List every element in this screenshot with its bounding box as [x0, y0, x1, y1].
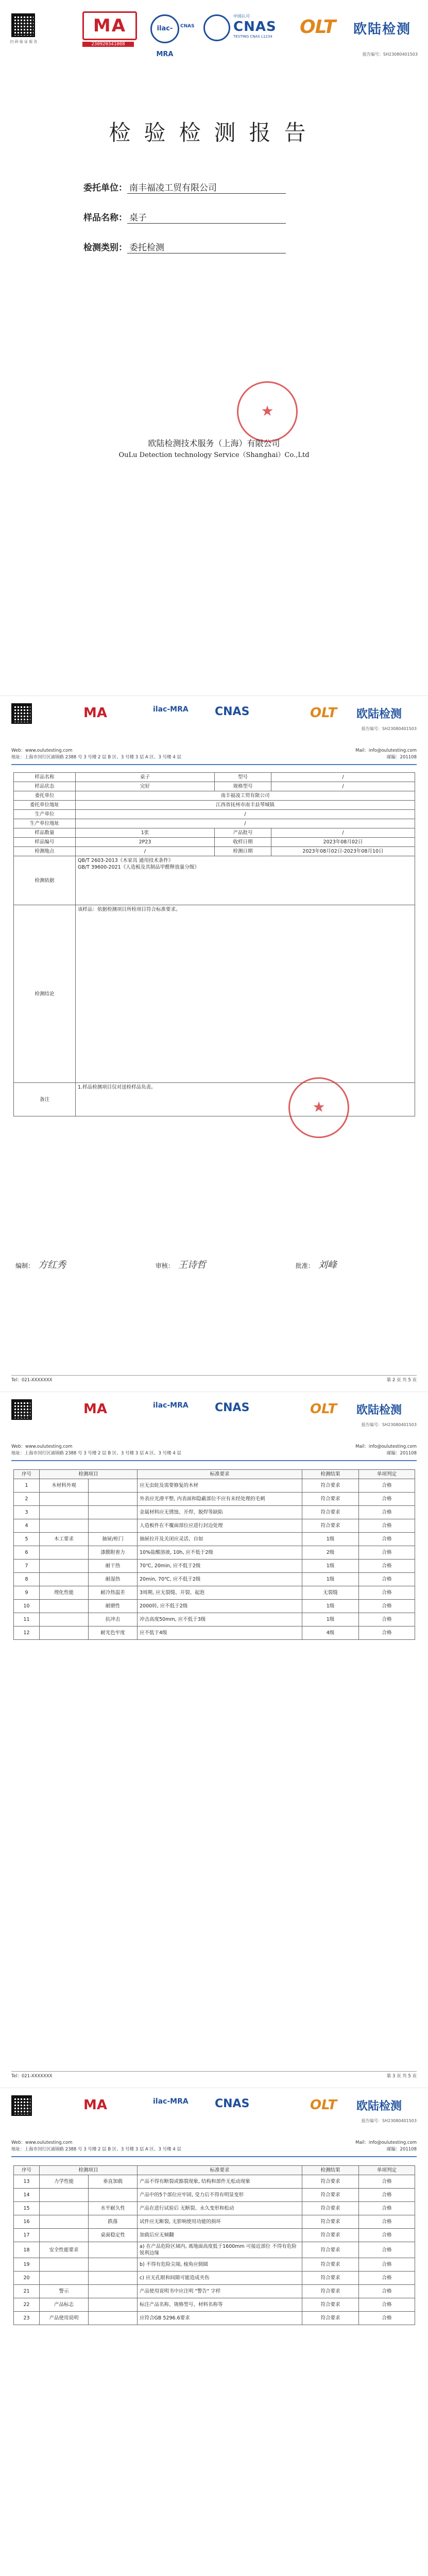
result: 符合要求 — [302, 2175, 359, 2189]
item-name — [89, 1506, 138, 1519]
item-group — [40, 1493, 89, 1506]
signature-row: 编制： 方红秀 审核： 王诗哲 批准： 刘峰 — [15, 1260, 337, 1270]
info-row — [14, 819, 415, 828]
logo-strip — [0, 9, 428, 56]
results-page-1 — [0, 1392, 428, 2088]
report-number: 报告编号：SH23080401503 — [361, 2119, 417, 2123]
item-group — [40, 1506, 89, 1519]
row-number: 19 — [14, 2258, 40, 2272]
olt-cn: 欧陆检测 — [356, 2100, 402, 2113]
info-row — [14, 856, 415, 905]
info-value: 2023年08月02日 — [271, 838, 415, 847]
result: 1级 — [302, 1533, 359, 1546]
info-label: 样品名称 — [14, 773, 76, 782]
info-row — [14, 782, 415, 791]
client-line: 委托单位： 南丰福凌工贸有限公司 — [83, 180, 286, 194]
info-value: / — [76, 847, 215, 856]
table-row — [14, 1560, 415, 1573]
row-number: 8 — [14, 1573, 40, 1586]
item-group — [40, 2229, 89, 2242]
info-row — [14, 905, 415, 1083]
info-label: 样品编号 — [14, 838, 76, 847]
item-group — [40, 2272, 89, 2285]
info-label: 样品数量 — [14, 828, 76, 838]
item-group — [40, 1573, 89, 1586]
info-row — [14, 791, 415, 801]
result: 4级 — [302, 1626, 359, 1640]
item-group — [40, 2258, 89, 2272]
item-group — [40, 1560, 89, 1573]
logo-strip — [11, 1399, 417, 1420]
info-label: 型号 — [215, 773, 271, 782]
sample-line: 样品名称： 桌子 — [83, 210, 286, 224]
results-page-2 — [0, 2088, 428, 2576]
item-name: 跌落 — [89, 2215, 138, 2229]
requirement: 产品不得有断裂或豁裂现象, 结构和部件无松动现象 — [138, 2175, 302, 2189]
page-footer: Tel：021-XXXXXXX 第 2 页 共 5 页 — [11, 1378, 417, 1383]
requirement: c) 应无孔眼和间隙可能造成夹伤 — [138, 2272, 302, 2285]
item-name: 桌面稳定性 — [89, 2229, 138, 2242]
requirement: b) 不得有危险尖端, 棱角应倒圆 — [138, 2258, 302, 2272]
cma-mark: MA — [83, 1401, 107, 1417]
olt-logo — [300, 14, 413, 43]
olt-mark: OLT — [310, 1401, 337, 1417]
qr-code-icon — [11, 2095, 32, 2116]
row-number: 10 — [14, 1600, 40, 1613]
row-number: 18 — [14, 2242, 40, 2258]
header-rule — [11, 764, 417, 765]
page-footer: Tel：021-XXXXXXX 第 3 页 共 5 页 — [11, 2074, 417, 2079]
column-header: 检测项目 — [40, 1470, 138, 1479]
table-row — [14, 2229, 415, 2242]
requirement: 应不低于4级 — [138, 1626, 302, 1640]
results-table-2 — [13, 2165, 415, 2325]
row-number: 1 — [14, 1479, 40, 1493]
column-header: 单项判定 — [359, 1470, 415, 1479]
judgement: 合格 — [359, 1560, 415, 1573]
qr-code-icon — [11, 703, 32, 724]
judgement: 合格 — [359, 2285, 415, 2298]
result: 1级 — [302, 1573, 359, 1586]
ilac-mark: ilac-MRA — [153, 1401, 189, 1410]
item-group — [40, 1519, 89, 1533]
result: 2级 — [302, 1546, 359, 1560]
requirement: 20min, 70℃, 应不低于2级 — [138, 1573, 302, 1586]
requirement: 2000转, 应不低于2级 — [138, 1600, 302, 1613]
judgement: 合格 — [359, 2272, 415, 2285]
result: 符合要求 — [302, 2285, 359, 2298]
info-value: 2023年08月02日-2023年08月10日 — [271, 847, 415, 856]
requirement: 外表应光滑平整, 内表面和隐蔽部位不应有未经处理的毛刺 — [138, 1493, 302, 1506]
cnas-top: 中国认可 — [233, 14, 250, 19]
row-number: 5 — [14, 1533, 40, 1546]
info-value: / — [76, 819, 415, 828]
judgement: 合格 — [359, 2215, 415, 2229]
item-name — [89, 2242, 138, 2258]
result: 符合要求 — [302, 2258, 359, 2272]
info-value: 完好 — [76, 782, 215, 791]
info-row — [14, 828, 415, 838]
info-row — [14, 810, 415, 819]
info-label: 检测依据 — [14, 856, 76, 905]
row-number: 12 — [14, 1626, 40, 1640]
item-group — [40, 2189, 89, 2202]
result: 符合要求 — [302, 2242, 359, 2258]
row-number: 16 — [14, 2215, 40, 2229]
olt-mark: OLT — [310, 705, 337, 721]
info-value: 南丰福凌工贸有限公司 — [76, 791, 415, 801]
requirement: 应无虫蛀及需要修复的木材 — [138, 1479, 302, 1493]
column-header: 检测结果 — [302, 2166, 359, 2175]
item-name — [89, 1519, 138, 1533]
page-header-info: Web：www.oulutesting.com Mail：info@oulutesting.com 地址：上海市闵行区浦锦路 2388 号 3 号楼 2 层 B 区、3 号楼 3 层 A 区、3 号楼 4 层 邮编：201108 — [11, 2140, 417, 2152]
result: 1级 — [302, 1560, 359, 1573]
requirement: a) 在产品危险区域内, 离地面高度低于1600mm 可接近部位 不得有危险锐利边缘 — [138, 2242, 302, 2258]
result: 符合要求 — [302, 2229, 359, 2242]
table-row — [14, 2215, 415, 2229]
item-name — [89, 2298, 138, 2312]
judgement: 合格 — [359, 1586, 415, 1600]
ilac-mark: ilac-MRA — [150, 14, 179, 43]
item-group — [40, 1546, 89, 1560]
info-label: 生产单位 — [14, 810, 76, 819]
info-value: / — [271, 782, 415, 791]
qr-code-icon — [11, 1399, 32, 1420]
requirement: 3周期, 应无裂缝、开裂、起泡 — [138, 1586, 302, 1600]
result: 符合要求 — [302, 1479, 359, 1493]
row-number: 13 — [14, 2175, 40, 2189]
cnas-bottom: TESTING CNAS L1234 — [233, 35, 272, 39]
item-group: 理化性能 — [40, 1586, 89, 1600]
company-name-en: OuLu Detection technology Service（Shanghai）Co.,Ltd — [118, 451, 310, 459]
requirement: 70℃, 20min, 应不低于2级 — [138, 1560, 302, 1573]
column-header: 序号 — [14, 2166, 40, 2175]
result: 符合要求 — [302, 2202, 359, 2215]
item-group — [40, 1600, 89, 1613]
table-row — [14, 2285, 415, 2298]
result: 符合要求 — [302, 2312, 359, 2325]
requirement: 产品中的5个部位应牢固, 受力后不得有明显变形 — [138, 2189, 302, 2202]
table-row — [14, 2258, 415, 2272]
row-number: 6 — [14, 1546, 40, 1560]
table-row — [14, 1626, 415, 1640]
cnas-name: CNAS — [215, 1401, 250, 1414]
item-group — [40, 1626, 89, 1640]
item-group: 产品使用说明 — [40, 2312, 89, 2325]
table-row — [14, 1519, 415, 1533]
requirement: 应符合GB 5296.6要求 — [138, 2312, 302, 2325]
logo-strip — [11, 703, 417, 724]
row-number: 2 — [14, 1493, 40, 1506]
column-header: 标准要求 — [138, 1470, 302, 1479]
column-header: 单项判定 — [359, 2166, 415, 2175]
row-number: 9 — [14, 1586, 40, 1600]
result: 符合要求 — [302, 1493, 359, 1506]
info-row — [14, 838, 415, 847]
judgement: 合格 — [359, 2298, 415, 2312]
cnas-name: CNAS — [215, 2097, 250, 2110]
cma-mark: MA — [83, 2097, 107, 2113]
judgement: 合格 — [359, 1533, 415, 1546]
info-value: / — [76, 810, 415, 819]
judgement: 合格 — [359, 1493, 415, 1506]
row-number: 4 — [14, 1519, 40, 1533]
info-label: 样品状态 — [14, 782, 76, 791]
ilac-logo — [150, 14, 195, 58]
page-header-info: Web：www.oulutesting.com Mail：info@oulutesting.com 地址：上海市闵行区浦锦路 2388 号 3 号楼 2 层 B 区、3 号楼 3 层 A 区、3 号楼 4 层 邮编：201108 — [11, 1444, 417, 1456]
company-name-cn: 欧陆检测技术服务（上海）有限公司 — [148, 438, 280, 448]
result: 无裂缝 — [302, 1586, 359, 1600]
item-group — [40, 2215, 89, 2229]
judgement: 合格 — [359, 1600, 415, 1613]
info-value: / — [271, 773, 415, 782]
column-header: 检测结果 — [302, 1470, 359, 1479]
row-number: 11 — [14, 1613, 40, 1626]
item-group: 产品标志 — [40, 2298, 89, 2312]
judgement: 合格 — [359, 2175, 415, 2189]
cma-number: 230920341008 — [82, 42, 134, 47]
table-row — [14, 1479, 415, 1493]
ilac-mark: ilac-MRA — [153, 2097, 189, 2106]
requirement: 抽屉拉开及关闭应灵活、自如 — [138, 1533, 302, 1546]
item-name — [89, 2285, 138, 2298]
cnas-name: CNAS — [233, 19, 277, 35]
ilac-mark: ilac-MRA — [153, 705, 189, 714]
table-row — [14, 2272, 415, 2285]
item-group: 安全性能要求 — [40, 2242, 89, 2258]
judgement: 合格 — [359, 2312, 415, 2325]
table-row — [14, 1600, 415, 1613]
item-name: 抽屉/柜门 — [89, 1533, 138, 1546]
item-name: 耐湿热 — [89, 1573, 138, 1586]
item-name: 漆膜附着力 — [89, 1546, 138, 1560]
item-name: 耐冷热温差 — [89, 1586, 138, 1600]
report-number: 报告编号：SH23080401503 — [361, 1422, 417, 1427]
olt-cn: 欧陆检测 — [356, 1404, 402, 1417]
item-name — [89, 2272, 138, 2285]
judgement: 合格 — [359, 1613, 415, 1626]
olt-mark: OLT — [310, 2097, 337, 2113]
row-number: 3 — [14, 1506, 40, 1519]
requirement: 试件应无断裂, 无影响使用功能的损坏 — [138, 2215, 302, 2229]
header-rule — [11, 1460, 417, 1461]
summary-page — [0, 696, 428, 1392]
judgement: 合格 — [359, 1573, 415, 1586]
table-row — [14, 1546, 415, 1560]
table-row — [14, 2189, 415, 2202]
table-row — [14, 1613, 415, 1626]
table-row — [14, 2312, 415, 2325]
judgement: 合格 — [359, 1479, 415, 1493]
item-name — [89, 2312, 138, 2325]
info-label: 委托单位 — [14, 791, 76, 801]
result: 符合要求 — [302, 1506, 359, 1519]
table-row — [14, 1573, 415, 1586]
table-row — [14, 2242, 415, 2258]
qr-code-icon — [11, 13, 35, 37]
item-group: 力学性能 — [40, 2175, 89, 2189]
item-name — [89, 2258, 138, 2272]
item-name: 水平耐久性 — [89, 2202, 138, 2215]
sample-info-table — [13, 772, 415, 1116]
olt-mark: OLT — [300, 16, 336, 38]
info-value: 2P23 — [76, 838, 215, 847]
cover-page — [0, 0, 428, 696]
column-header: 检测项目 — [40, 2166, 138, 2175]
requirement: 金属材料应无锈蚀、开焊、脱焊等缺陷 — [138, 1506, 302, 1519]
report-number: 报告编号：SH23080401503 — [361, 726, 417, 731]
result: 符合要求 — [302, 1519, 359, 1533]
judgement: 合格 — [359, 1506, 415, 1519]
page-header-info: Web：www.oulutesting.com Mail：info@oulutesting.com 地址：上海市闵行区浦锦路 2388 号 3 号楼 2 层 B 区、3 号楼 3 层 A 区、3 号楼 4 层 邮编：201108 — [11, 748, 417, 760]
result: 1级 — [302, 1613, 359, 1626]
info-row — [14, 801, 415, 810]
item-name: 耐磨性 — [89, 1600, 138, 1613]
judgement: 合格 — [359, 2242, 415, 2258]
row-number: 7 — [14, 1560, 40, 1573]
logo-strip — [11, 2095, 417, 2116]
row-number: 23 — [14, 2312, 40, 2325]
qr-caption: 扫 码 验 证 报 告 — [10, 40, 38, 44]
cnas-ring-icon — [203, 14, 230, 41]
info-value: 1.样品检测项目仅对送检样品负责。 — [76, 1083, 415, 1116]
requirement: 产品使用说明书中应注明 "警告" 字样 — [138, 2285, 302, 2298]
table-row — [14, 1506, 415, 1519]
info-label: 委托单位地址 — [14, 801, 76, 810]
info-label: 收样日期 — [215, 838, 271, 847]
row-number: 15 — [14, 2202, 40, 2215]
cma-mark: MA — [83, 705, 107, 721]
item-name: 垂直加载 — [89, 2175, 138, 2189]
result: 符合要求 — [302, 2272, 359, 2285]
cnas-name: CNAS — [215, 705, 250, 718]
column-header: 标准要求 — [138, 2166, 302, 2175]
report-number: 报告编号：SH23080401503 — [362, 52, 418, 57]
result: 符合要求 — [302, 2298, 359, 2312]
cnas-logo — [203, 13, 281, 44]
requirement: 产品在进行试验后 无断裂、永久变形和松动 — [138, 2202, 302, 2215]
info-label: 备注 — [14, 1083, 76, 1116]
item-group: 警示 — [40, 2285, 89, 2298]
judgement: 合格 — [359, 2202, 415, 2215]
header-rule — [11, 2156, 417, 2157]
item-name: 耐光色牢度 — [89, 1626, 138, 1640]
info-row — [14, 773, 415, 782]
result: 符合要求 — [302, 2215, 359, 2229]
requirement: 冲击高度50mm, 应不低于3级 — [138, 1613, 302, 1626]
table-row — [14, 1533, 415, 1546]
info-label: 生产单位地址 — [14, 819, 76, 828]
company-seal-icon — [237, 381, 298, 442]
ilac-sub: CNAS — [180, 24, 195, 29]
judgement: 合格 — [359, 1626, 415, 1640]
info-value: 1张 — [76, 828, 215, 838]
judgement: 合格 — [359, 2229, 415, 2242]
result: 符合要求 — [302, 2189, 359, 2202]
info-value: QB/T 2603-2013《木家具 通用技术条件》 GB/T 39600-2021《人造板及其制品甲醛释放量分级》 — [76, 856, 415, 905]
table-row — [14, 2298, 415, 2312]
table-row — [14, 1493, 415, 1506]
item-name — [89, 1493, 138, 1506]
requirement: 10%盐酸溶液, 10h, 应不低于2级 — [138, 1546, 302, 1560]
cma-logo — [82, 11, 139, 48]
footer-rule — [11, 2071, 417, 2072]
requirement: 人造板件在不覆面部位应进行封边处理 — [138, 1519, 302, 1533]
judgement: 合格 — [359, 2189, 415, 2202]
item-name: 耐干热 — [89, 1560, 138, 1573]
info-label: 检测日期 — [215, 847, 271, 856]
info-label: 检测地点 — [14, 847, 76, 856]
row-number: 14 — [14, 2189, 40, 2202]
table-row — [14, 2202, 415, 2215]
footer-rule — [11, 1375, 417, 1376]
info-label: 检测结论 — [14, 905, 76, 1083]
item-name: 抗冲击 — [89, 1613, 138, 1626]
row-number: 20 — [14, 2272, 40, 2285]
type-line: 检测类别： 委托检测 — [83, 240, 286, 253]
item-group: 木材料外观 — [40, 1479, 89, 1493]
info-row — [14, 847, 415, 856]
info-value: / — [271, 828, 415, 838]
olt-cn: 欧陆检测 — [353, 22, 412, 37]
info-row — [14, 1083, 415, 1116]
item-group — [40, 1613, 89, 1626]
info-value: 江西省抚州市南丰县琴城镇 — [76, 801, 415, 810]
item-name — [89, 1479, 138, 1493]
row-number: 17 — [14, 2229, 40, 2242]
info-label: 规格型号 — [215, 782, 271, 791]
column-header: 序号 — [14, 1470, 40, 1479]
item-group: 木工要求 — [40, 1533, 89, 1546]
item-name — [89, 2189, 138, 2202]
results-table-1 — [13, 1469, 415, 1640]
requirement: 加载后应无倾翻 — [138, 2229, 302, 2242]
info-value: 该样品：依据检测项目所检项目符合标准要求。 — [76, 905, 415, 1083]
cma-mark: MA — [82, 11, 137, 40]
table-row — [14, 2175, 415, 2189]
table-row — [14, 1586, 415, 1600]
info-value: 桌子 — [76, 773, 215, 782]
item-group — [40, 2202, 89, 2215]
olt-cn: 欧陆检测 — [356, 708, 402, 721]
row-number: 22 — [14, 2298, 40, 2312]
result: 1级 — [302, 1600, 359, 1613]
requirement: 标注产品名称、规格型号、材料名称等 — [138, 2298, 302, 2312]
test-seal-icon — [288, 1077, 349, 1138]
judgement: 合格 — [359, 1519, 415, 1533]
info-label: 产品批号 — [215, 828, 271, 838]
row-number: 21 — [14, 2285, 40, 2298]
judgement: 合格 — [359, 1546, 415, 1560]
cover-title: 检验检测报告 — [109, 120, 319, 145]
judgement: 合格 — [359, 2258, 415, 2272]
